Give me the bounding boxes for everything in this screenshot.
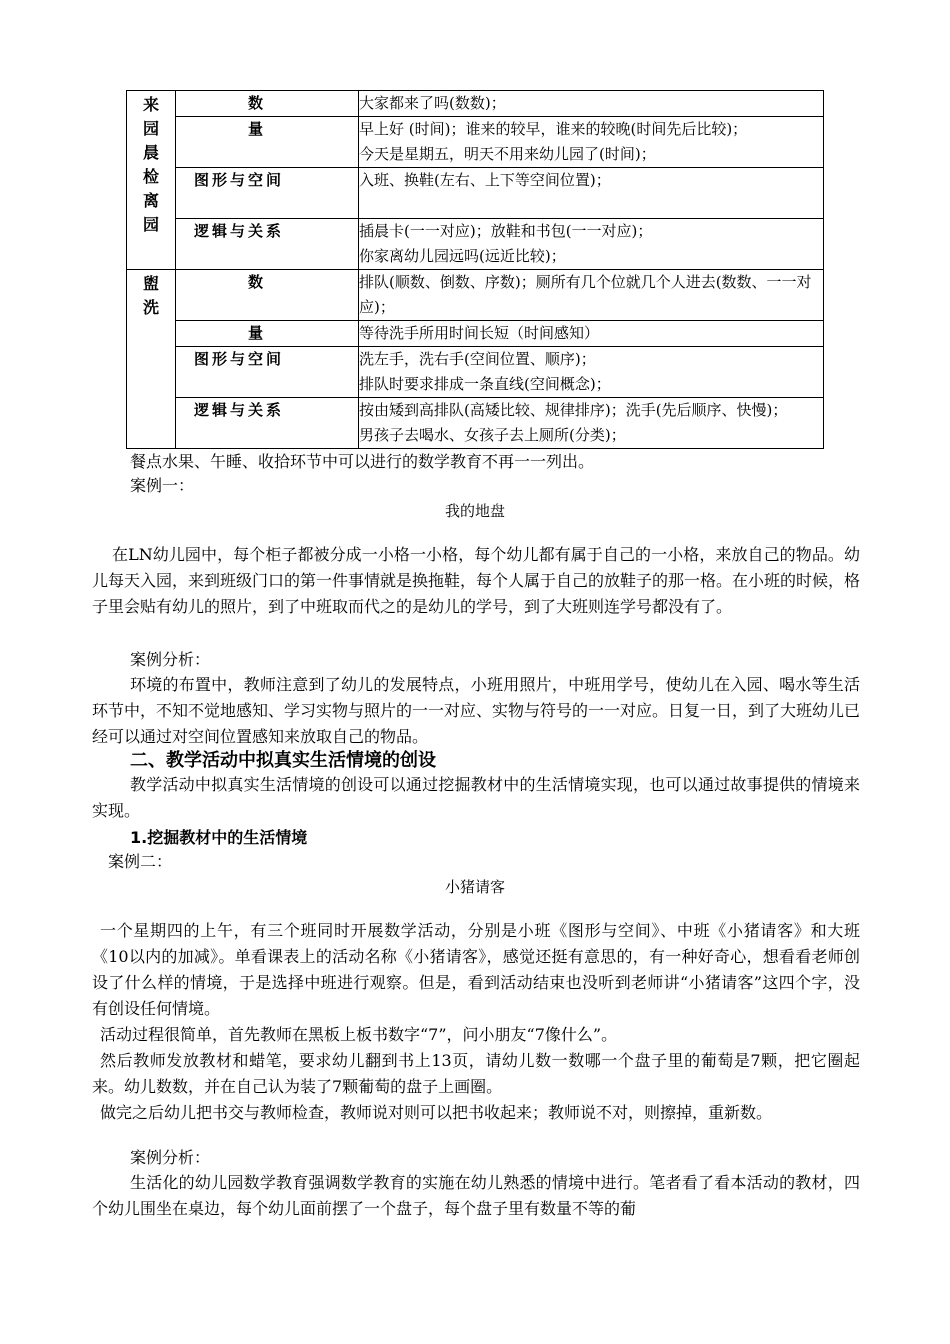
content-cell: [359, 117, 824, 143]
content-line: 等待洗手所用时间长短（时间感知）: [359, 324, 600, 342]
after-table-note: 餐点水果、午睡、收拾环节中可以进行的数学教育不再一一列出。: [130, 452, 595, 471]
case1-label: 案例一：: [130, 476, 195, 495]
content-line: 早上好 (时间)；谁来的较早，谁来的较晚(时间先后比较)；: [359, 120, 748, 138]
case2-paragraph-4: 做完之后幼儿把书交与教师检查，教师说对则可以把书收起来；教师说不对，则擦掉，重新数。: [100, 1103, 773, 1122]
table-row: [127, 321, 824, 347]
section-cell: [127, 270, 176, 449]
content-line: 入班、换鞋(左右、上下等空间位置)；: [359, 171, 611, 189]
category-label: 逻辑与关系: [194, 222, 285, 240]
category-cell: [176, 168, 359, 219]
case2-analysis-label: 案例分析：: [130, 1148, 211, 1167]
case2-analysis: 生活化的幼儿园数学教育强调数学教育的实施在幼儿熟悉的情境中进行。笔者看了看本活动的教材，四个幼儿围坐在桌边，每个幼儿面前摆了一个盘子，每个盘子里有数量不等的葡: [92, 1173, 860, 1218]
category-cell: 量: [176, 321, 359, 347]
table-row: [127, 117, 824, 143]
content-cell: [359, 168, 824, 219]
table-row: [127, 91, 824, 117]
section-label: 来园晨检离园: [143, 95, 160, 234]
content-line: 排队时要求排成一条直线(空间概念)；: [359, 375, 611, 393]
case1-analysis-label: 案例分析：: [130, 650, 211, 669]
case1-title: 我的地盘: [444, 502, 505, 520]
content-line: 你家离幼儿园远吗(远近比较)；: [359, 247, 566, 265]
content-cell: [359, 270, 824, 321]
content-line: 插晨卡(一一对应)；放鞋和书包(一一对应)；: [359, 222, 653, 240]
case2-label: 案例二：: [108, 852, 173, 871]
category-label: 逻辑与关系: [194, 401, 285, 419]
case2-paragraph-3: 然后教师发放教材和蜡笔，要求幼儿翻到书上13页，请幼儿数一数哪一个盘子里的葡萄是7颗，把它圈起来。幼儿数数，并在自己认为装了7颗葡萄的盘子上画圈。: [92, 1051, 860, 1096]
content-line: 男孩子去喝水、女孩子去上厕所(分类)；: [359, 426, 626, 444]
table-row: [127, 219, 824, 270]
category-cell: [176, 347, 359, 398]
content-line: 洗左手，洗右手(空间位置、顺序)；: [359, 350, 596, 368]
content-cell: [359, 142, 824, 168]
case2-title: 小猪请客: [444, 878, 505, 896]
section2-heading: 二、教学活动中拟真实生活情境的创设: [130, 750, 436, 771]
case1-body: 在LN幼儿园中，每个柜子都被分成一小格一小格，每个幼儿都有属于自己的一小格，来放自己的物品。幼儿每天入园，来到班级门口的第一件事情就是换拖鞋，每个人属于自己的放鞋子的那一格。在小班的时候，格子里会贴有幼儿的照片，到了中班取而代之的是幼儿的学号，到了大班则连学号都没有了。: [92, 545, 861, 616]
category-cell: [176, 398, 359, 449]
case2-paragraph-1: 一个星期四的上午，有三个班同时开展数学活动，分别是小班《图形与空间》、中班《小猪请客》和大班《10以内的加减》。单看课表上的活动名称《小猪请客》，感觉还挺有意思的，有一种好奇心，想看看老师创设了什么样的情境，于是选择中班进行观察。但是，看到活动结束也没听到老师讲“小猪请客”这四个字，没有创设任何情境。: [92, 921, 860, 1018]
category-cell: 数: [176, 91, 359, 117]
section2-intro: 教学活动中拟真实生活情境的创设可以通过挖掘教材中的生活情境实现，也可以通过故事提供的情境来实现。: [92, 775, 860, 820]
category-label: 图形与空间: [194, 171, 285, 189]
content-cell: [359, 91, 824, 117]
table-row: [127, 347, 824, 398]
content-cell: [359, 398, 824, 449]
category-cell: 数: [176, 270, 359, 321]
category-cell: 量: [176, 117, 359, 168]
content-cell: [359, 347, 824, 398]
math-activity-table: [126, 90, 824, 449]
section-cell: [127, 91, 176, 270]
content-line: 按由矮到高排队(高矮比较、规律排序)；洗手(先后顺序、快慢)；: [359, 401, 788, 419]
content-cell: [359, 219, 824, 270]
content-line: 排队(顺数、倒数、序数)；厕所有几个位就几个人进去(数数、一一对应)；: [359, 273, 812, 316]
table-row: [127, 398, 824, 449]
section-label: 盥洗: [143, 274, 160, 317]
case2-paragraph-2: 活动过程很简单，首先教师在黑板上板书数字“7”，问小朋友“7像什么”。: [100, 1025, 618, 1044]
content-line: 今天是星期五，明天不用来幼儿园了(时间)；: [359, 145, 656, 163]
subsection-heading: 1.挖掘教材中的生活情境: [130, 828, 308, 847]
table-row: [127, 168, 824, 219]
category-cell: [176, 219, 359, 270]
content-cell: [359, 321, 824, 347]
content-line: 大家都来了吗(数数)；: [359, 94, 506, 112]
category-label: 图形与空间: [194, 350, 285, 368]
case1-analysis: 环境的布置中，教师注意到了幼儿的发展特点，小班用照片，中班用学号，使幼儿在入园、喝水等生活环节中，不知不觉地感知、学习实物与照片的一一对应、实物与符号的一一对应。日复一日，到了大班幼儿已经可以通过对空间位置感知来放取自己的物品。: [92, 675, 861, 746]
table-row: [127, 270, 824, 321]
